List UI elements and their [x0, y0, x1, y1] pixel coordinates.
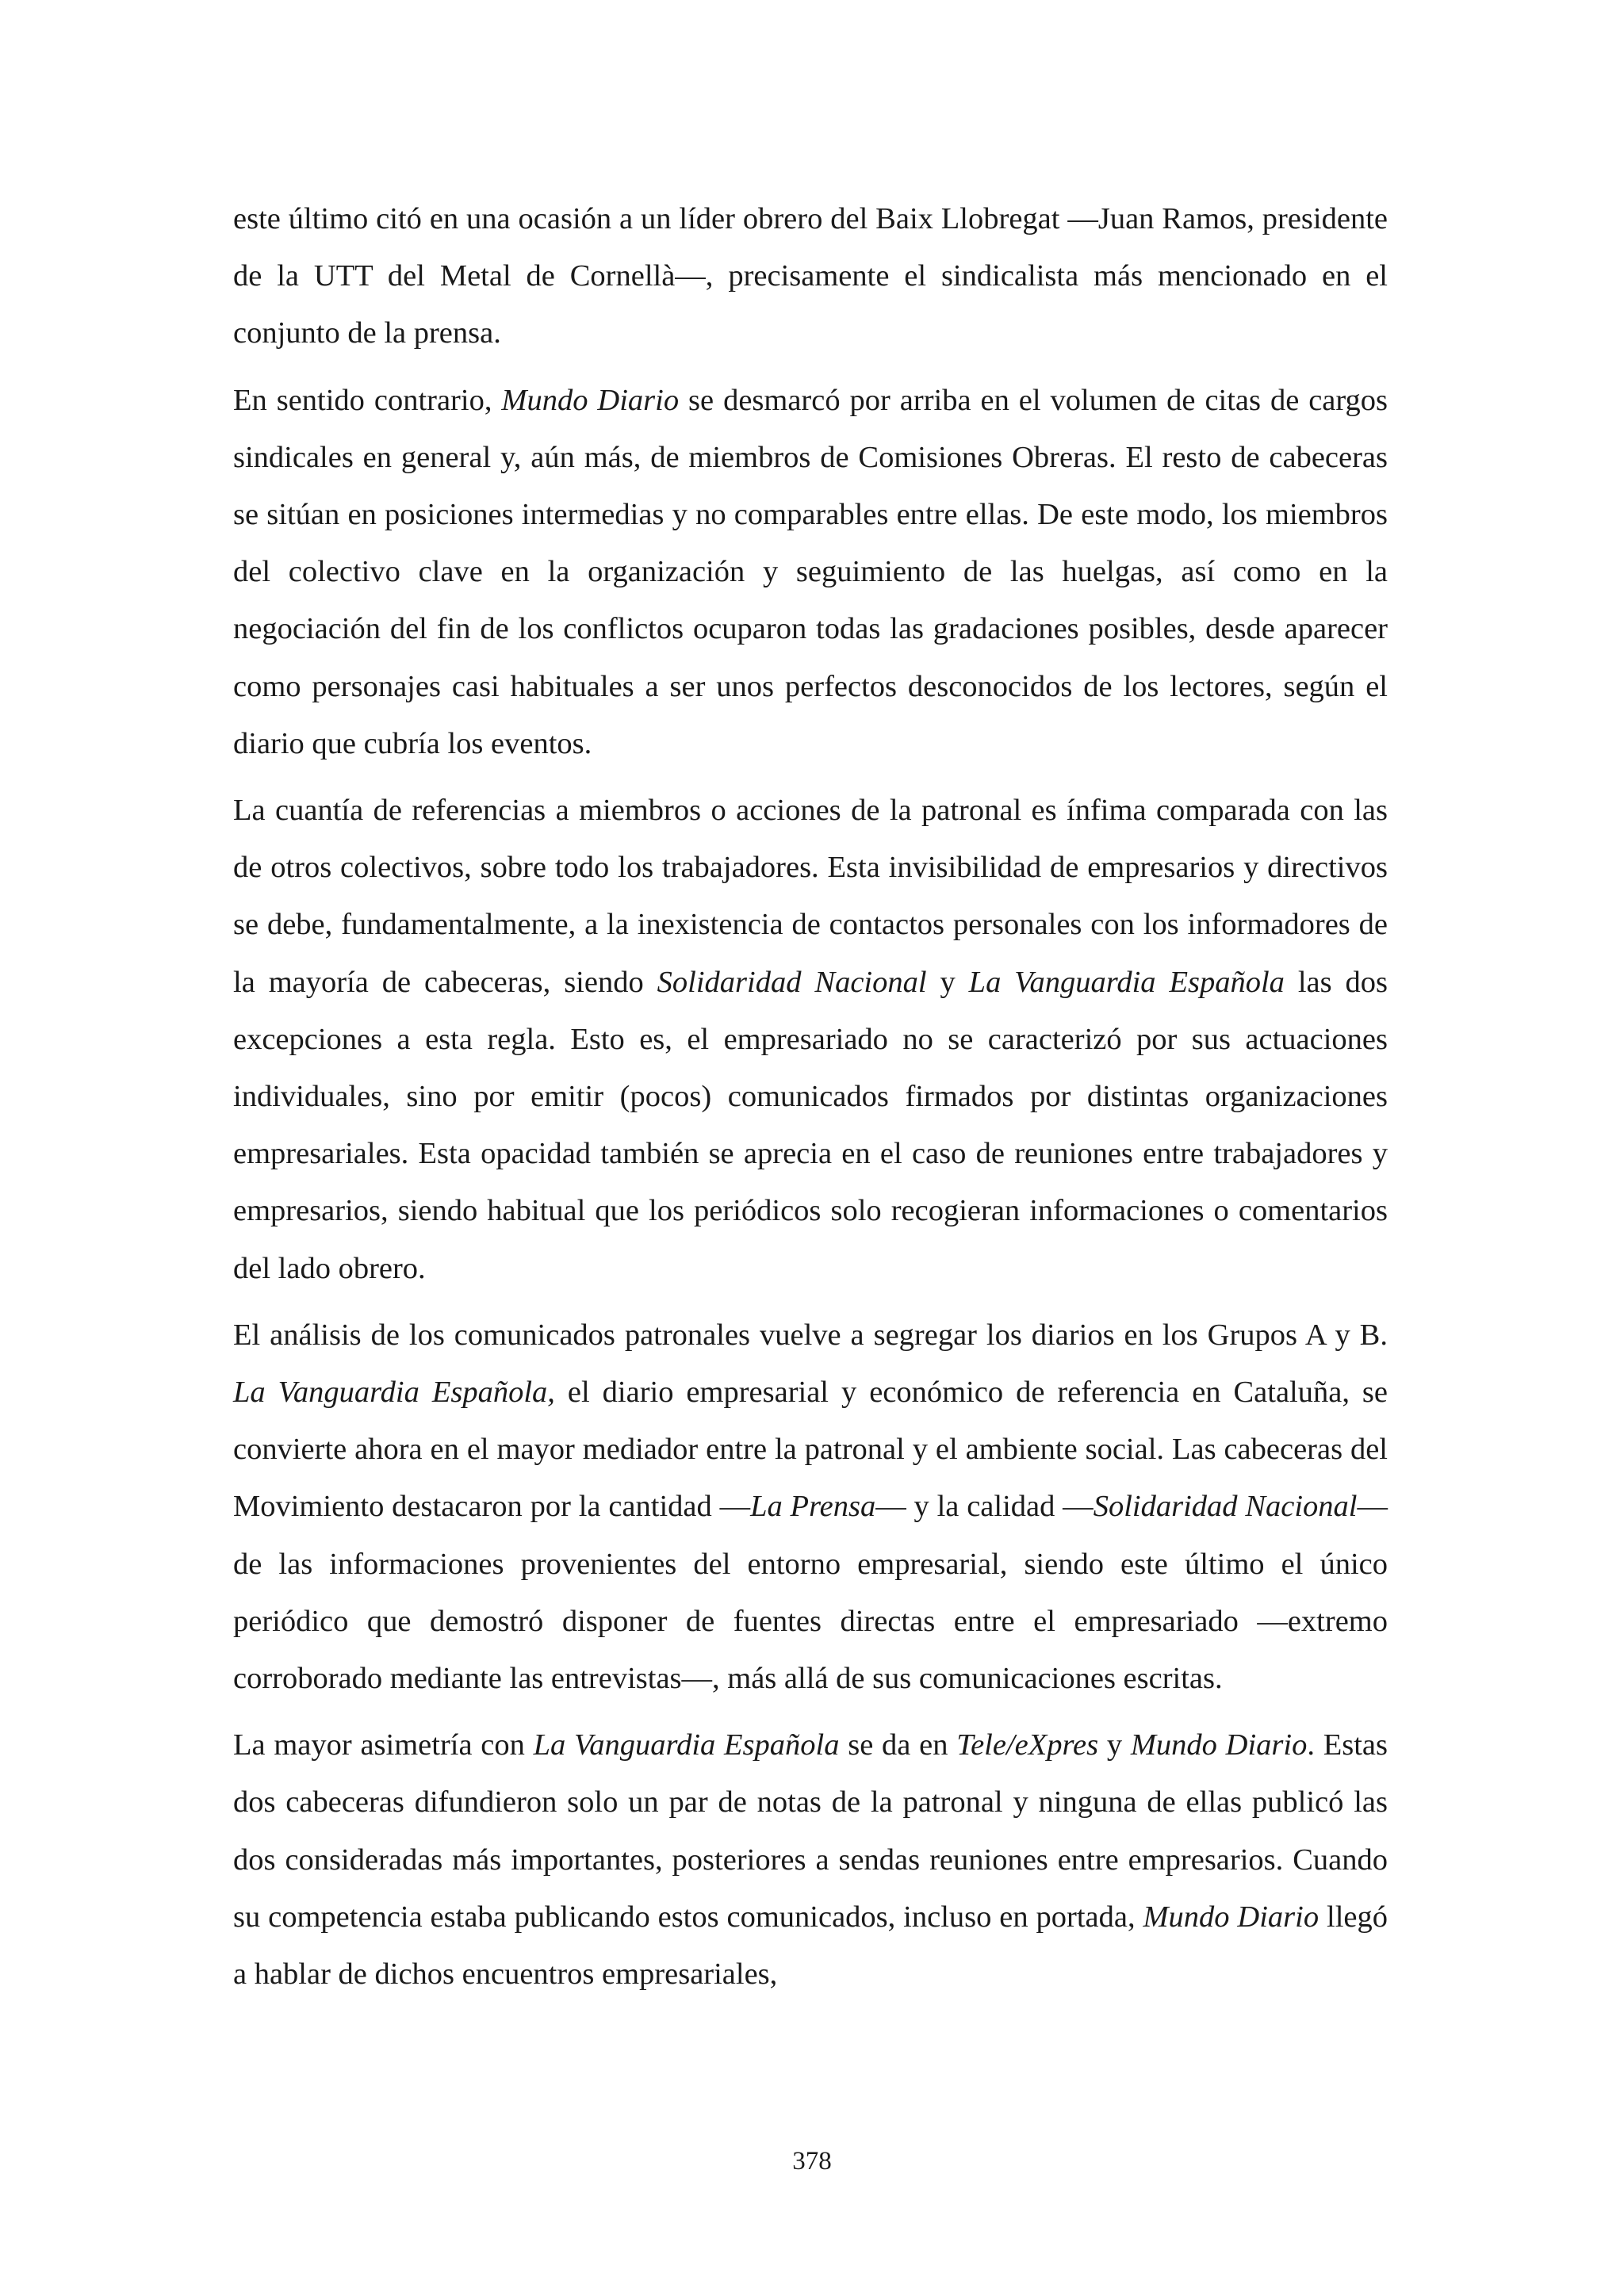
paragraph-2 [233, 372, 1388, 772]
page-body [233, 190, 1388, 2012]
text-segment: — y la calidad — [875, 1490, 1094, 1524]
text-segment: — de las informaciones provenientes del entorno empresarial, siendo este último el único periódico que demostró disponer de fuentes directas entre el empresariado —extremo corroborado mediante las entrevistas—, más allá de sus comunicaciones escritas. [233, 1490, 1388, 1696]
italic-segment: Mundo Diario [501, 383, 680, 417]
text-segment: el diario empresarial y económico de referencia en Cataluña, se convierte ahora en el mayor mediador entre la patronal y el ambiente social. Las cabeceras del Movimiento destacaron por la cantidad — [233, 1376, 1388, 1524]
italic-segment: Solidaridad Nacional [657, 965, 927, 999]
text-segment: El análisis de los comunicados patronales vuelve a segregar los diarios en los Grupos A y B. [233, 1318, 1388, 1352]
italic-segment: Solidaridad Nacional [1093, 1490, 1358, 1524]
text-segment: En sentido contrario, [233, 383, 502, 417]
italic-segment: Mundo Diario [1143, 1900, 1320, 1934]
page-number: 378 [792, 2147, 832, 2175]
italic-segment: La Vanguardia Española [533, 1728, 840, 1762]
italic-segment: Tele/eXpres [956, 1728, 1099, 1762]
text-segment: y [1098, 1728, 1131, 1762]
text-segment: las dos excepciones a esta regla. Esto es, el empresariado no se caracterizó por sus actuaciones individuales, sino por emitir (pocos) comunicados firmados por distintas organizaciones empresariales. Esta opacidad también se aprecia en el caso de reuniones entre trabajadores y empresarios, siendo habitual que los periódicos solo recogieran informaciones o comentarios del lado obrero. [233, 965, 1388, 1285]
text-segment: La mayor asimetría con [233, 1728, 534, 1762]
paragraph-3 [233, 782, 1388, 1297]
text-segment: se da en [839, 1728, 957, 1762]
text-segment: . Estas dos cabeceras difundieron solo un par de notas de la patronal y ninguna de ellas publicó las dos consideradas más importantes, posteriores a sendas reuniones entre empresarios. Cuando su competencia estaba publicando estos comunicados, incluso en portada, [233, 1728, 1388, 1934]
paragraph-5 [233, 1716, 1388, 2003]
text-segment: La cuantía de referencias a miembros o acciones de la patronal es ínfima comparada con las de otros colectivos, sobre todo los trabajadores. Esta invisibilidad de empresarios y directivos se debe, fundamentalmente, a la inexistencia de contactos personales con los informadores de la mayoría de cabeceras, siendo [233, 794, 1388, 999]
italic-segment: La Prensa [750, 1490, 876, 1524]
text-segment: se desmarcó por arriba en el volumen de citas de cargos sindicales en general y, aún más, de miembros de Comisiones Obreras. El resto de cabeceras se sitúan en posiciones intermedias y no comparables entre ellas. De este modo, los miembros del colectivo clave en la organización y seguimiento de las huelgas, así como en la negociación del fin de los conflictos ocuparon todas las gradaciones posibles, desde aparecer como personajes casi habituales a ser unos perfectos desconocidos de los lectores, según el diario que cubría los eventos. [233, 383, 1388, 760]
italic-segment: La Vanguardia Española, [233, 1376, 555, 1410]
italic-segment: Mundo Diario [1130, 1728, 1308, 1762]
paragraph-1 [233, 190, 1388, 362]
italic-segment: La Vanguardia Española [968, 965, 1285, 999]
text-segment: este último citó en una ocasión a un líder obrero del Baix Llobregat —Juan Ramos, presidente de la UTT del Metal de Cornellà—, precisamente el sindicalista más mencionado en el conjunto de la prensa. [233, 202, 1388, 350]
paragraph-4 [233, 1307, 1388, 1707]
text-segment: llegó a hablar de dichos encuentros empresariales, [233, 1900, 1388, 1992]
text-segment: y [926, 965, 969, 999]
